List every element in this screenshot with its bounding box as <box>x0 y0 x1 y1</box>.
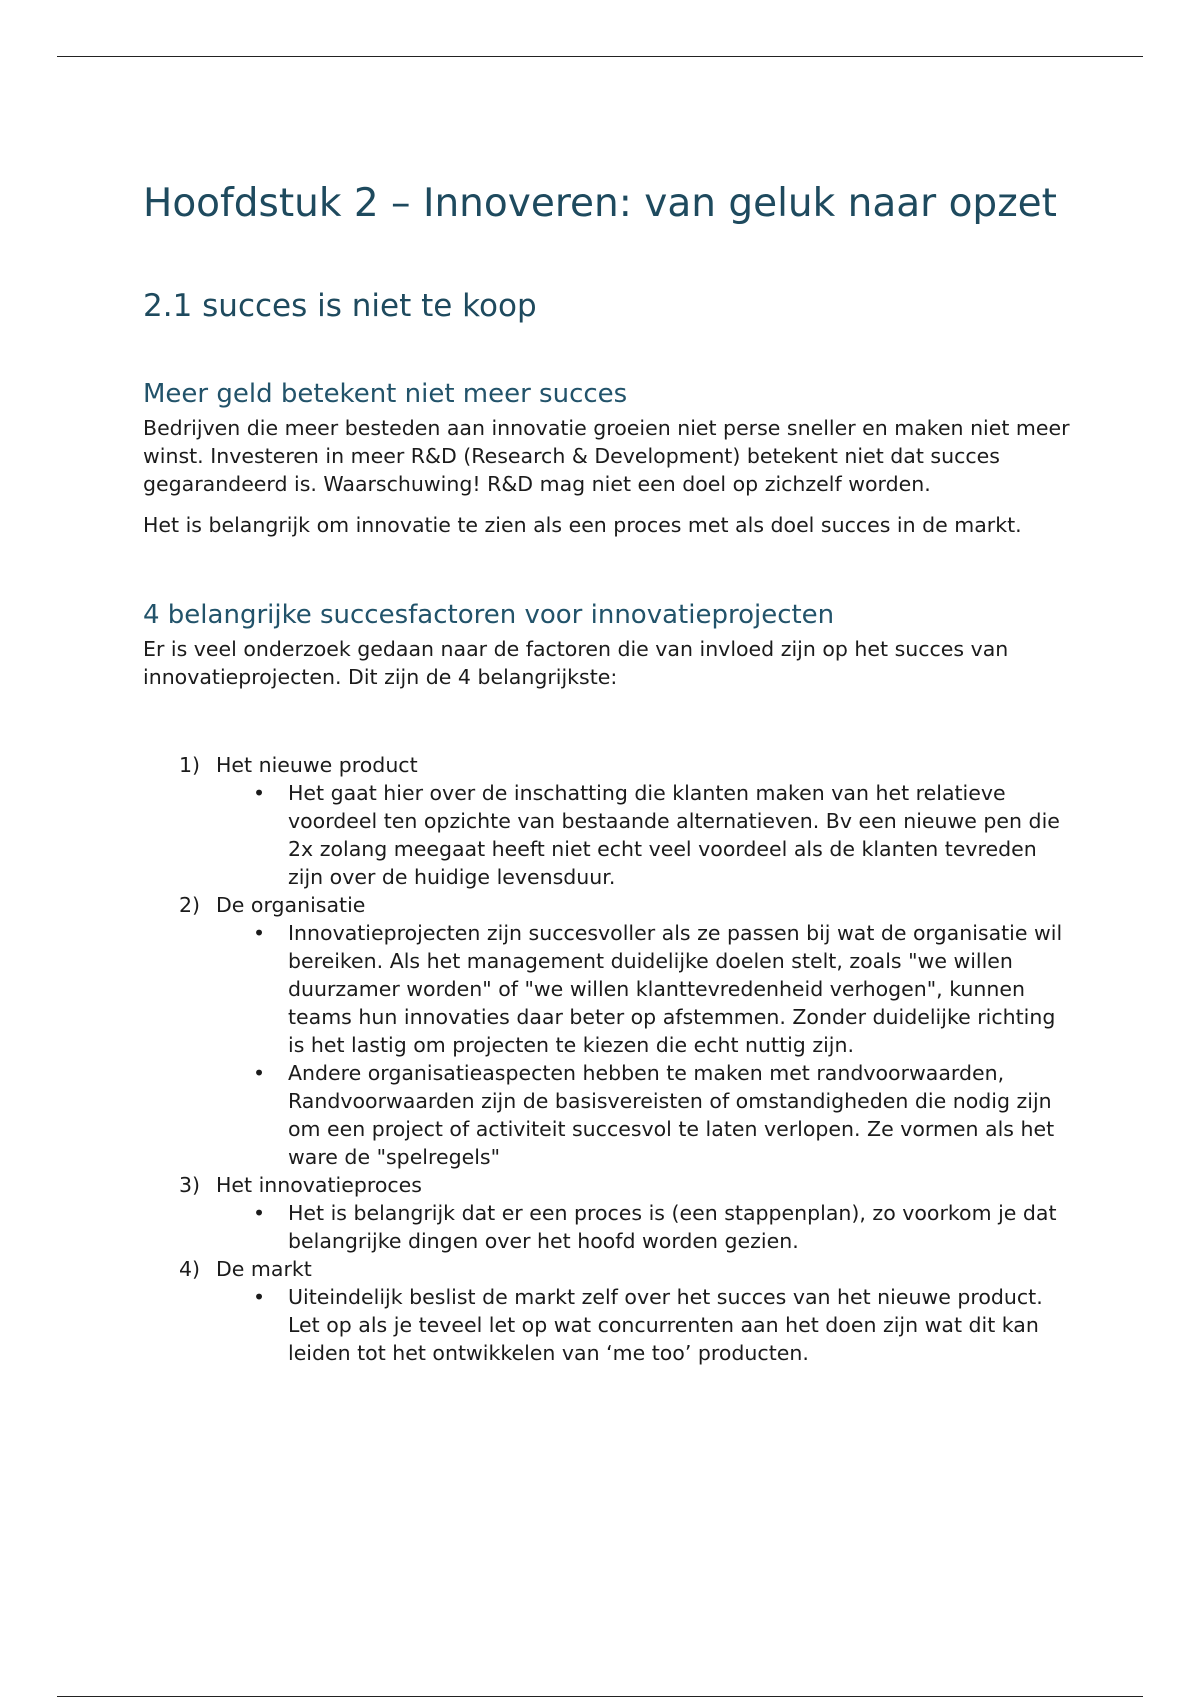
paragraph: Er is veel onderzoek gedaan naar de factoren die van invloed zijn op het succes van innovatieprojecten. Dit zijn de 4 belangrijkste: <box>143 637 1009 689</box>
bullet-text: Het is belangrijk dat er een proces is (een stappenplan), zo voorkom je dat belangrijke dingen over het hoofd worden gezien. <box>288 1201 1057 1253</box>
list-number: 3) <box>179 1173 201 1197</box>
list-item-market <box>143 1255 1073 1367</box>
list-item-innovation-process <box>143 1171 1073 1255</box>
list-item-label: De markt <box>216 1257 312 1281</box>
bullet-text: Andere organisatieaspecten hebben te maken met randvoorwaarden, Randvoorwaarden zijn de basisvereisten of omstandigheden die nodig zijn om een project of activiteit succesvol te laten verlopen. Ze vormen als het ware de "spelregels" <box>288 1061 1055 1169</box>
bullet-item <box>143 1283 1073 1367</box>
bullet-item <box>143 779 1073 891</box>
top-rule <box>57 56 1143 57</box>
section-title: 2.1 succes is niet te koop <box>143 288 537 324</box>
bullet-text: Innovatieprojecten zijn succesvoller als ze passen bij wat de organisatie wil bereiken. Als het management duidelijke doelen stelt, zoals "we willen duurzamer worden" of "we willen klanttevredenheid verhogen", kunnen teams hun innovaties daar beter op afstemmen. Zonder duidelijke richting is het lastig om projecten te kiezen die echt nuttig zijn. <box>288 921 1063 1057</box>
list-number: 2) <box>179 893 201 917</box>
bullet-item <box>143 919 1073 1059</box>
paragraph: Het is belangrijk om innovatie te zien als een proces met als doel succes in de markt. <box>143 513 1022 537</box>
list-number: 4) <box>179 1257 201 1281</box>
list-item-product <box>143 751 1073 891</box>
chapter-title: Hoofdstuk 2 – Innoveren: van geluk naar opzet <box>143 181 1057 226</box>
bullet-icon: • <box>253 1285 266 1309</box>
bullet-list <box>143 919 1073 1171</box>
list-item-label: Het innovatieproces <box>216 1173 422 1197</box>
list-item-label: Het nieuwe product <box>216 753 418 777</box>
bullet-item <box>143 1059 1073 1171</box>
list-item-label: De organisatie <box>216 893 366 917</box>
bullet-icon: • <box>253 781 266 805</box>
list-number: 1) <box>179 753 201 777</box>
subsection-heading-money: Meer geld betekent niet meer succes <box>143 379 628 409</box>
bullet-icon: • <box>253 921 266 945</box>
bullet-list <box>143 779 1073 891</box>
list-item-organisation <box>143 891 1073 1171</box>
bullet-item <box>143 1199 1073 1255</box>
bullet-icon: • <box>253 1201 266 1225</box>
bullet-icon: • <box>253 1061 266 1085</box>
paragraph: Bedrijven die meer besteden aan innovatie groeien niet perse sneller en maken niet meer winst. Investeren in meer R&D (Research & Development) betekent niet dat succes gegarandeerd is. Waarschuwing! R&D mag niet een doel op zichzelf worden. <box>143 416 1070 496</box>
page-content <box>143 178 1073 1367</box>
bullet-text: Uiteindelijk beslist de markt zelf over het succes van het nieuwe product. Let op als je teveel let op wat concurrenten aan het doen zijn wat dit kan leiden tot het ontwikkelen van ‘me too’ producten. <box>288 1285 1043 1365</box>
subsection-heading-success-factors: 4 belangrijke succesfactoren voor innovatieprojecten <box>143 600 835 630</box>
bullet-list <box>143 1283 1073 1367</box>
bottom-rule <box>57 1696 1143 1697</box>
bullet-list <box>143 1199 1073 1255</box>
bullet-text: Het gaat hier over de inschatting die klanten maken van het relatieve voordeel ten opzichte van bestaande alternatieven. Bv een nieuwe pen die 2x zolang meegaat heeft niet echt veel voordeel als de klanten tevreden zijn over de huidige levensduur. <box>288 781 1060 889</box>
success-factor-list <box>143 751 1073 1367</box>
